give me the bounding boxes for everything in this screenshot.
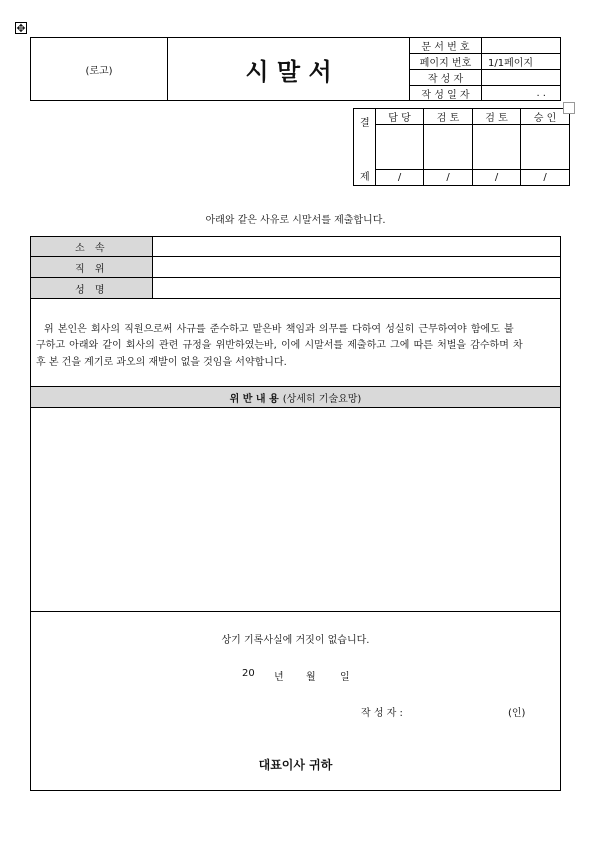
name-field[interactable] [152,277,561,299]
approval-title-approve: 승 인 [520,108,570,125]
table-resize-handle[interactable] [563,102,575,114]
pledge-line-1: 위 본인은 회사의 직원으로써 사규를 준수하고 맡은바 책임과 의무를 다하여 성실히 근무하여야 함에도 불 [44,324,514,335]
meta-doc-number-label: 문 서 번 호 [409,37,482,54]
date-month-unit: 월 [306,672,316,683]
addressee: 대표이사 귀하 [258,757,333,772]
affiliation-field[interactable] [152,236,561,257]
pledge-line-3: 후 본 건을 계기로 과오의 재발이 없을 것임을 서약합니다. [36,357,287,368]
pledge-line-2: 구하고 아래와 같이 회사의 관련 규정을 위반하였는바, 이에 시말서를 제출하고 그에 따른 처벌을 감수하며 차 [36,340,523,351]
meta-writer-value[interactable] [481,69,561,86]
meta-page-number-value[interactable]: 1/1페이지 [481,53,561,70]
affiliation-label: 소 속 [30,236,153,257]
approval-date-charge[interactable]: / [375,169,424,186]
meta-doc-number-value[interactable] [481,37,561,54]
approval-title-review-2: 검 토 [472,108,521,125]
title-cell [167,37,410,101]
violation-header [30,386,561,408]
position-field[interactable] [152,256,561,278]
intro-text: 아래와 같은 사유로 시말서를 제출합니다. [205,214,386,226]
meta-page-number-label: 페이지 번호 [409,53,482,70]
approval-side-bottom: 제 [360,172,370,183]
meta-date-label: 작 성 일 자 [409,85,482,101]
date-year-unit: 년 [274,672,284,683]
document-title: 시 말 서 [245,57,332,86]
meta-date-value[interactable]: . . [481,85,561,101]
approval-title-review-1: 검 토 [423,108,473,125]
approval-sign-review-2[interactable] [472,124,521,170]
approval-sign-charge[interactable] [375,124,424,170]
name-label: 성 명 [30,277,153,299]
position-label: 직 위 [30,256,153,278]
violation-header-main: 위 반 내 용 [229,393,279,405]
approval-date-approve[interactable]: / [520,169,570,186]
date-year-prefix[interactable]: 20 [242,668,255,679]
violation-header-note: (상세히 기술요망) [282,393,362,405]
logo-placeholder: (로고) [85,65,113,77]
confirm-statement: 상기 기록사실에 거짓이 없습니다. [221,634,370,646]
date-day-unit: 일 [340,672,350,683]
meta-writer-label: 작 성 자 [409,69,482,86]
approval-side-top: 결 [360,118,370,129]
table-move-handle[interactable]: ✥ [16,22,26,35]
approval-date-review-2[interactable]: / [472,169,521,186]
approval-date-review-1[interactable]: / [423,169,473,186]
writer-label: 작 성 자 : [361,708,403,719]
approval-sign-approve[interactable] [520,124,570,170]
seal-mark: (인) [508,708,526,719]
approval-title-charge: 담 당 [375,108,424,125]
logo-cell [30,37,168,101]
violation-content-area[interactable] [30,407,561,612]
approval-sign-review-1[interactable] [423,124,473,170]
